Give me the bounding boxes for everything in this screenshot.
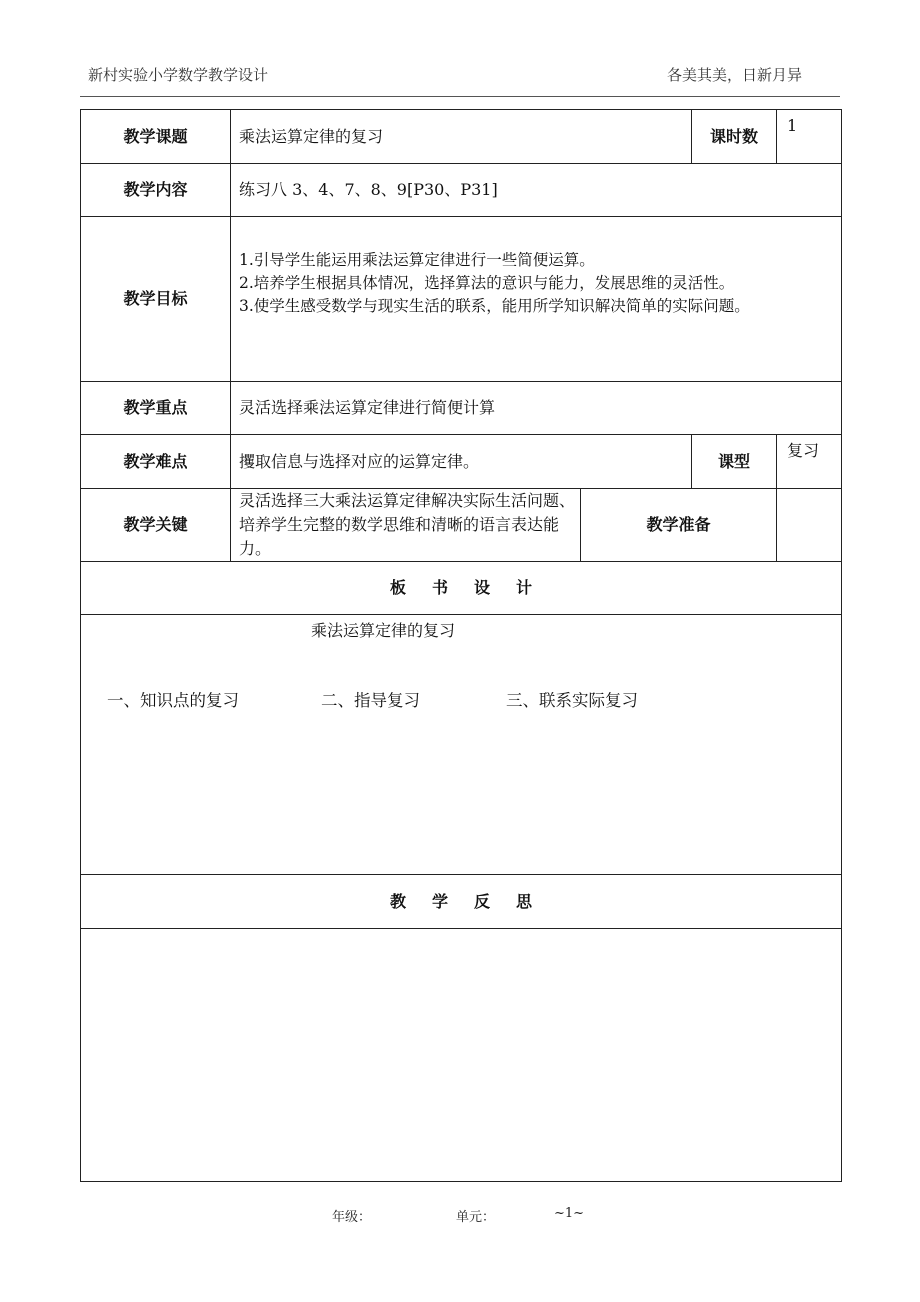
board-title: 乘法运算定律的复习 — [311, 621, 456, 640]
board-item: 二、指导复习 — [321, 691, 420, 710]
unit-label: 单元： — [456, 1210, 496, 1225]
key-value: 灵活选择三大乘法运算定律解决实际生活问题、培养学生完整的数学思维和清晰的语言表达能力。 — [231, 489, 581, 562]
topic-value: 乘法运算定律的复习 — [231, 110, 692, 164]
goal-item: 2.培养学生根据具体情况，选择算法的意识与能力，发展思维的灵活性。 — [239, 273, 735, 292]
periods-label: 课时数 — [692, 110, 777, 164]
lesson-plan-table — [80, 109, 842, 1182]
difficulty-value: 攫取信息与选择对应的运算定律。 — [231, 435, 692, 489]
type-label: 课型 — [692, 435, 777, 489]
topic-label: 教学课题 — [81, 110, 231, 164]
board-item: 一、知识点的复习 — [107, 691, 239, 710]
key-label: 教学关键 — [81, 489, 231, 562]
goal-item: 3.使学生感受数学与现实生活的联系，能用所学知识解决简单的实际问题。 — [239, 296, 750, 315]
page-number: ~1~ — [554, 1206, 585, 1221]
goal-item: 1.引导学生能运用乘法运算定律进行一些简便运算。 — [239, 250, 595, 269]
board-heading-row — [81, 562, 842, 615]
type-value: 复习 — [777, 435, 842, 489]
goals-value — [231, 217, 842, 382]
grade-label: 年级： — [332, 1210, 372, 1225]
reflection-heading: 教学反思 — [81, 875, 842, 929]
difficulty-label: 教学难点 — [81, 435, 231, 489]
focus-value: 灵活选择乘法运算定律进行简便计算 — [231, 382, 842, 435]
goals-label: 教学目标 — [81, 217, 231, 382]
periods-value: 1 — [777, 110, 842, 164]
board-row — [81, 615, 842, 875]
header-rule — [80, 96, 840, 97]
focus-label: 教学重点 — [81, 382, 231, 435]
content-label: 教学内容 — [81, 164, 231, 217]
board-heading: 板书设计 — [81, 562, 842, 615]
reflection-content — [81, 929, 842, 1182]
prep-value — [777, 489, 842, 562]
motto-header: 各美其美，日新月异 — [666, 66, 802, 84]
difficulty-row — [81, 435, 842, 489]
key-row — [81, 489, 842, 562]
reflection-row — [81, 929, 842, 1182]
board-content — [81, 615, 842, 875]
topic-row — [81, 110, 842, 164]
reflection-heading-row — [81, 875, 842, 929]
focus-row — [81, 382, 842, 435]
prep-label: 教学准备 — [581, 489, 777, 562]
board-items — [107, 689, 638, 713]
content-value: 练习八 3、4、7、8、9[P30、P31] — [231, 164, 842, 217]
goals-row — [81, 217, 842, 382]
content-row — [81, 164, 842, 217]
school-header: 新村实验小学数学教学设计 — [88, 66, 269, 84]
board-item: 三、联系实际复习 — [506, 691, 638, 710]
